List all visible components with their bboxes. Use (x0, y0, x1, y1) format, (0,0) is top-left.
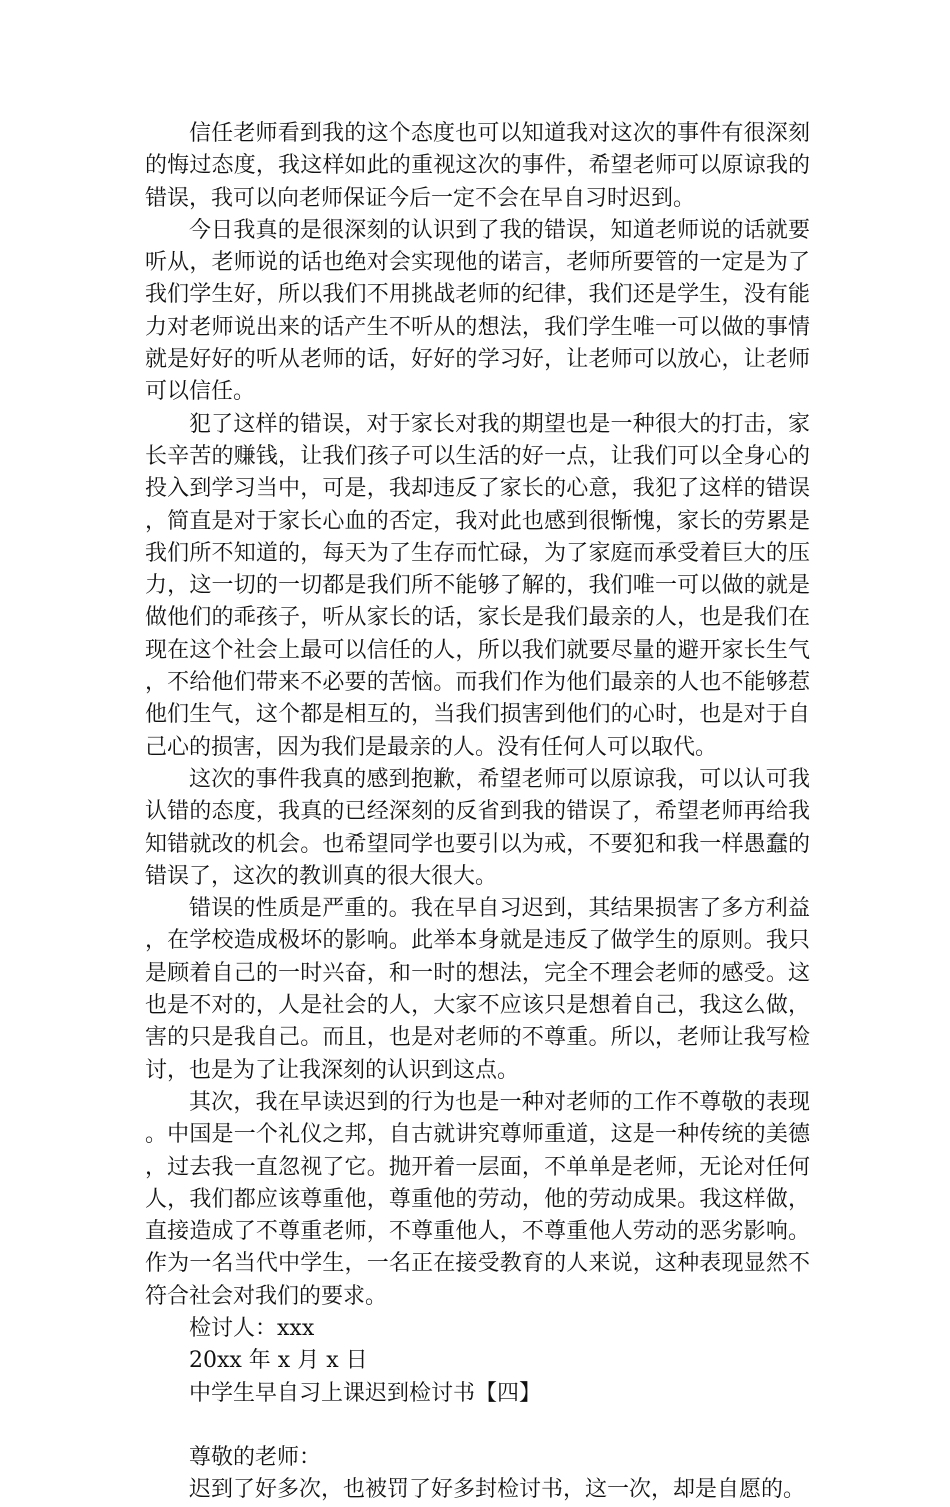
blank-line (145, 1410, 810, 1442)
paragraph-6: 其次，我在早读迟到的行为也是一种对老师的工作不尊敬的表现。中国是一个礼仪之邦，自古就讲究尊师重道，这是一种传统的美德，过去我一直忽视了它。抛开着一层面，不单单是老师，无论对任何人，我们都应该尊重他，尊重他的劳动，他的劳动成果。我这样做，直接造成了不尊重老师，不尊重他人，不尊重他人劳动的恶劣影响。作为一名当代中学生，一名正在接受教育的人来说，这种表现显然不符合社会对我们的要求。 (145, 1089, 810, 1309)
opening-line: 迟到了好多次，也被罚了好多封检讨书，这一次，却是自愿的。 (189, 1477, 806, 1503)
paragraph-3: 犯了这样的错误，对于家长对我的期望也是一种很大的打击，家长辛苦的赚钱，让我们孩子可以生活的好一点，让我们可以全身心的投入到学习当中，可是，我却违反了家长的心意，我犯了这样的错误，简直是对于家长心血的否定，我对此也感到很惭愧，家长的劳累是我们所不知道的，每天为了生存而忙碌，为了家庭而承受着巨大的压力，这一切的一切都是我们所不能够了解的，我们唯一可以做的就是做他们的乖孩子，听从家长的话，家长是我们最亲的人，也是我们在现在这个社会上最可以信任的人，所以我们就要尽量的避开家长生气，不给他们带来不必要的苦恼。而我们作为他们最亲的人也不能够惹他们生气，这个都是相互的，当我们损害到他们的心时，也是对于自己心的损害，因为我们是最亲的人。没有任何人可以取代。 (145, 411, 810, 760)
salutation: 尊敬的老师： (189, 1445, 322, 1471)
date-line: 20xx 年 x 月 x 日 (189, 1348, 368, 1374)
document-page (145, 118, 810, 1507)
next-section-title: 中学生早自习上课迟到检讨书【四】 (189, 1380, 542, 1406)
signer-line: 检讨人：xxx (189, 1315, 315, 1341)
paragraph-5: 错误的性质是严重的。我在早自习迟到，其结果损害了多方利益，在学校造成极坏的影响。此举本身就是违反了做学生的原则。我只是顾着自己的一时兴奋，和一时的想法，完全不理会老师的感受。这也是不对的，人是社会的人，大家不应该只是想着自己，我这么做，害的只是我自己。而且，也是对老师的不尊重。所以，老师让我写检讨，也是为了让我深刻的认识到这点。 (145, 896, 810, 1083)
paragraph-4: 这次的事件我真的感到抱歉，希望老师可以原谅我，可以认可我认错的态度，我真的已经深刻的反省到我的错误了，希望老师再给我知错就改的机会。也希望同学也要引以为戒，不要犯和我一样愚蠢的错误了，这次的教训真的很大很大。 (145, 766, 810, 889)
paragraph-1: 信任老师看到我的这个态度也可以知道我对这次的事件有很深刻的悔过态度，我这样如此的重视这次的事件，希望老师可以原谅我的错误，我可以向老师保证今后一定不会在早自习时迟到。 (145, 121, 810, 211)
paragraph-2: 今日我真的是很深刻的认识到了我的错误，知道老师说的话就要听从，老师说的话也绝对会实现他的诺言，老师所要管的一定是为了我们学生好，所以我们不用挑战老师的纪律，我们还是学生，没有能力对老师说出来的话产生不听从的想法，我们学生唯一可以做的事情就是好好的听从老师的话，好好的学习好，让老师可以放心，让老师可以信任。 (145, 217, 810, 405)
